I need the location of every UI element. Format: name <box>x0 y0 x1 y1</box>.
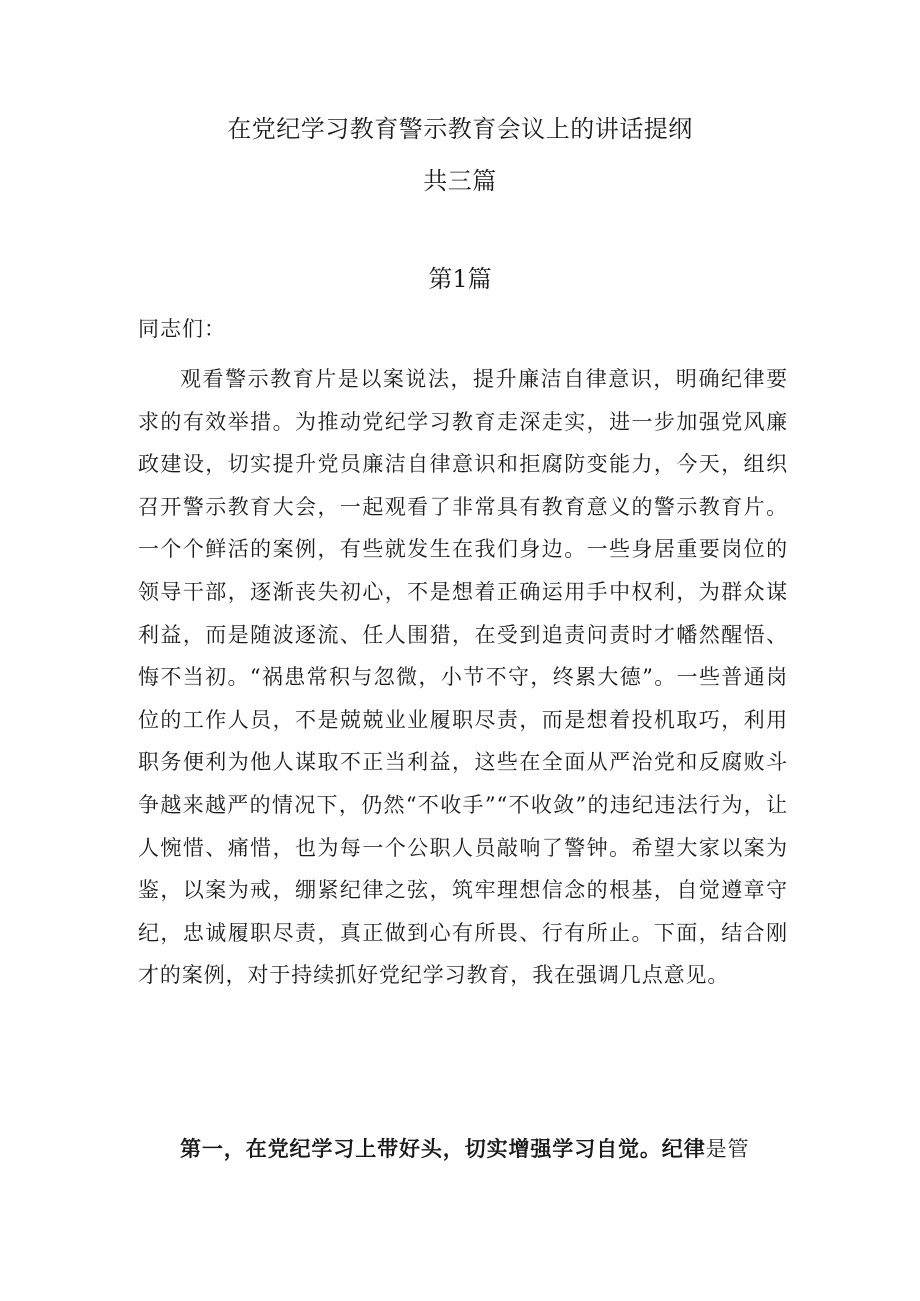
salutation: 同志们： <box>138 317 226 341</box>
chapter-heading: 第1篇 <box>428 265 492 293</box>
document-title: 在党纪学习教育警示教育会议上的讲话提纲 <box>227 115 693 143</box>
document-subtitle: 共三篇 <box>423 167 497 195</box>
body-text <box>138 358 788 997</box>
paragraph: 观看警示教育片是以案说法，提升廉洁自律意识，明确纪律要求的有效举措。为推动党纪学习教育走深走实，进一步加强党风廉政建设，切实提升党员廉洁自律意识和拒腐防变能力，今天，组织召开警示教育大会，一起观看了非常具有教育意义的警示教育片。一个个鲜活的案例，有些就发生在我们身边。一些身居重要岗位的领导干部，逐渐丧失初心，不是想着正确运用手中权利，为群众谋利益，而是随波逐流、任人围猎，在受到追责问责时才幡然醒悟、悔不当初。“祸患常积与忽微，小节不守，终累大德”。一些普通岗位的工作人员，不是兢兢业业履职尽责，而是想着投机取巧，利用职务便利为他人谋取不正当利益，这些在全面从严治党和反腐败斗争越来越严的情况下，仍然“不收手”“不收敛”的违纪违法行为，让人惋惜、痛惜，也为每一个公职人员敲响了警钟。希望大家以案为鉴，以案为戒，绷紧纪律之弦，筑牢理想信念的根基，自觉遵章守纪，忠诚履职尽责，真正做到心有所畏、行有所止。下面，结合刚才的案例，对于持续抓好党纪学习教育，我在强调几点意见。 <box>138 367 788 988</box>
section-heading-line <box>138 1128 788 1170</box>
section-heading-bold: 第一，在党纪学习上带好头，切实增强学习自觉。纪律 <box>180 1136 706 1161</box>
section-heading-rest: 是管 <box>705 1137 750 1161</box>
